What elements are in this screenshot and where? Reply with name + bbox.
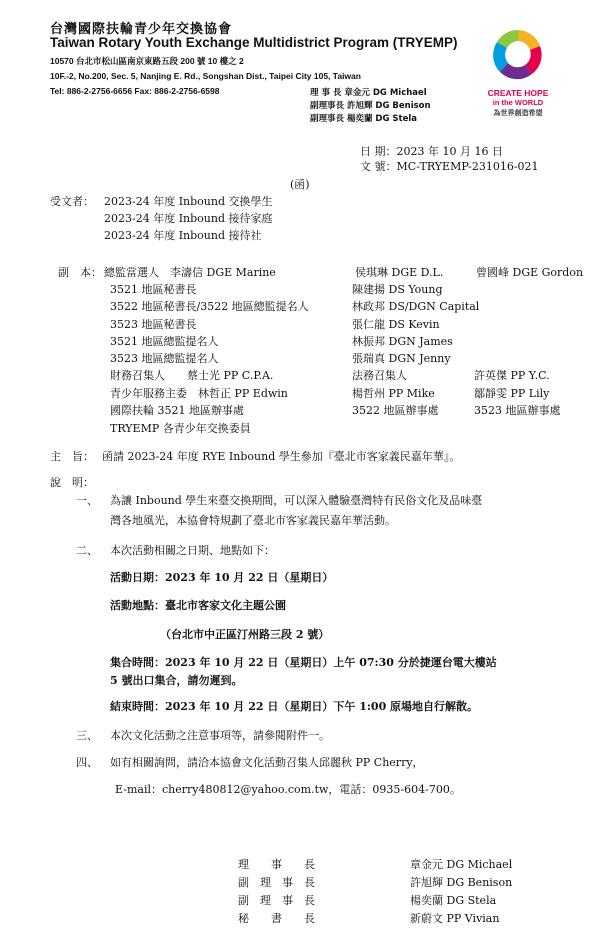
create-hope-logo (470, 20, 566, 120)
recipient-item: 2023-24 年度 Inbound 交換學生 (104, 195, 273, 208)
cc-col2-item: 林振邦 DGN James (352, 335, 453, 348)
signature-name: 章金元 DG Michael (410, 858, 513, 871)
org-name-en: Taiwan Rotary Youth Exchange Multidistrict Program (TRYEMP) (50, 35, 458, 50)
cc-col2-item: 張仁龍 DS Kevin (352, 318, 440, 331)
signature-name: 許旭輝 DG Benison (410, 876, 513, 889)
signature-title: 副 理 事 長 (238, 876, 315, 889)
cc-col3-item: 3523 地區辦事處 (474, 404, 561, 417)
item3-text: 本次文化活動之注意事項等，請參閱附件一。 (110, 729, 330, 742)
cc-col1-item: 3521 地區總監提名人 (110, 335, 219, 348)
cc-col2-item: 陳建揚 DS Young (352, 283, 443, 296)
director-line: 副理事長 楊奕蘭 DG Stela (310, 114, 418, 124)
logo-text-line3: 為世界創造希望 (493, 109, 543, 117)
cc-col1-item: TRYEMP 各青少年交換委員 (110, 422, 251, 435)
item2-intro: 本次活動相關之日期、地點如下： (110, 544, 275, 557)
cc-col3-item: 鄒靜雯 PP Lily (474, 387, 550, 400)
cc-col2-item: 楊哲州 PP Mike (352, 387, 435, 400)
cc-col1-item: 3521 地區秘書長 (110, 283, 197, 296)
cc-col3-item: 許英傑 PP Y.C. (474, 369, 550, 382)
director-line: 副理事長 許旭輝 DG Benison (310, 101, 431, 111)
cc-col1-item: 3523 地區總監提名人 (110, 352, 219, 365)
cc-col2-item: 侯琪琳 DGE D.L. (355, 266, 444, 279)
logo-swirl-icon (470, 20, 566, 88)
item-number: 四、 (76, 756, 98, 769)
recipients-label: 受文者： (50, 195, 94, 208)
logo-text-line2: in the WORLD (492, 98, 544, 107)
item1-line: 為讓 Inbound 學生來臺交換期間，可以深入體驗臺灣特有民俗文化及品味臺 (110, 494, 483, 507)
item1-line: 灣各地風光，本協會特規劃了臺北市客家義民嘉年華活動。 (110, 514, 396, 527)
item4-text: 如有相關詢問，請洽本協會文化活動召集人邱麗秋 PP Cherry， (110, 756, 424, 769)
address-cn: 10570 台北市松山區南京東路五段 200 號 10 樓之 2 (50, 56, 244, 66)
gather-time-cont: 5 號出口集合，請勿遲到。 (110, 674, 243, 687)
director-line: 理 事 長 章金元 DG Michael (310, 88, 427, 98)
item-number: 二、 (76, 544, 98, 557)
cc-col2-item: 張瑞真 DGN Jenny (352, 352, 451, 365)
cc-col1-item: 3522 地區秘書長/3522 地區總監提名人 (110, 300, 309, 313)
signature-title: 副 理 事 長 (238, 894, 315, 907)
phone-fax: Tel: 886-2-2756-6656 Fax: 886-2-2756-6598 (50, 86, 220, 96)
cc-col2-item: 林政邦 DS/DGN Capital (352, 300, 480, 313)
cc-col3-item: 曾國峰 DGE Gordon (476, 266, 584, 279)
subject-text: 函請 2023-24 年度 RYE Inbound 學生參加『臺北市客家義民嘉年華』。 (102, 450, 461, 463)
contact-email-phone: E-mail：cherry480812@yahoo.com.tw，電話：0935-604-700。 (115, 783, 461, 796)
event-address: （台北市中正區汀州路三段 2 號） (160, 628, 330, 641)
signature-title: 秘 書 長 (238, 912, 315, 925)
cc-col1-item: 青少年服務主委 林哲正 PP Edwin (110, 387, 288, 400)
signature-name: 新蔚文 PP Vivian (410, 912, 500, 925)
end-time: 結束時間：2023 年 10 月 22 日（星期日）下午 1:00 原場地自行解散。 (110, 700, 479, 713)
event-place: 活動地點：臺北市客家文化主題公園 (110, 599, 286, 612)
cc-col1-item: 財務召集人 蔡士光 PP C.P.A. (110, 369, 274, 382)
cc-col1-item: 3523 地區秘書長 (110, 318, 197, 331)
cc-col1-item: 總監當選人 李濤信 DGE Marine (104, 266, 276, 279)
address-en: 10F.-2, No.200, Sec. 5, Nanjing E. Rd., Songshan Dist., Taipei City 105, Taiwan (50, 71, 361, 81)
doc-type: (函) (290, 178, 310, 191)
doc-date: 日 期：2023 年 10 月 16 日 (360, 145, 503, 158)
cc-col2-item: 3522 地區辦事處 (352, 404, 439, 417)
gather-time: 集合時間：2023 年 10 月 22 日（星期日）上午 07:30 分於捷運台電大樓站 (110, 656, 497, 669)
subject-label: 主 旨： (50, 450, 94, 463)
org-name-cn: 台灣國際扶輪青少年交換協會 (50, 22, 233, 37)
recipient-item: 2023-24 年度 Inbound 接待社 (104, 229, 262, 242)
signature-title: 理 事 長 (238, 858, 315, 871)
explanation-label: 說 明： (50, 476, 94, 489)
item-number: 三、 (76, 729, 98, 742)
cc-col1-item: 國際扶輪 3521 地區辦事處 (110, 404, 244, 417)
doc-number: 文 號：MC-TRYEMP-231016-021 (360, 160, 539, 173)
cc-col2-item: 法務召集人 (352, 369, 407, 382)
recipient-item: 2023-24 年度 Inbound 接待家庭 (104, 212, 273, 225)
cc-label: 副 本： (58, 266, 102, 279)
event-date: 活動日期：2023 年 10 月 22 日（星期日） (110, 571, 334, 584)
logo-text-line1: CREATE HOPE (487, 88, 549, 98)
item-number: 一、 (76, 494, 98, 507)
signature-name: 楊奕蘭 DG Stela (410, 894, 497, 907)
